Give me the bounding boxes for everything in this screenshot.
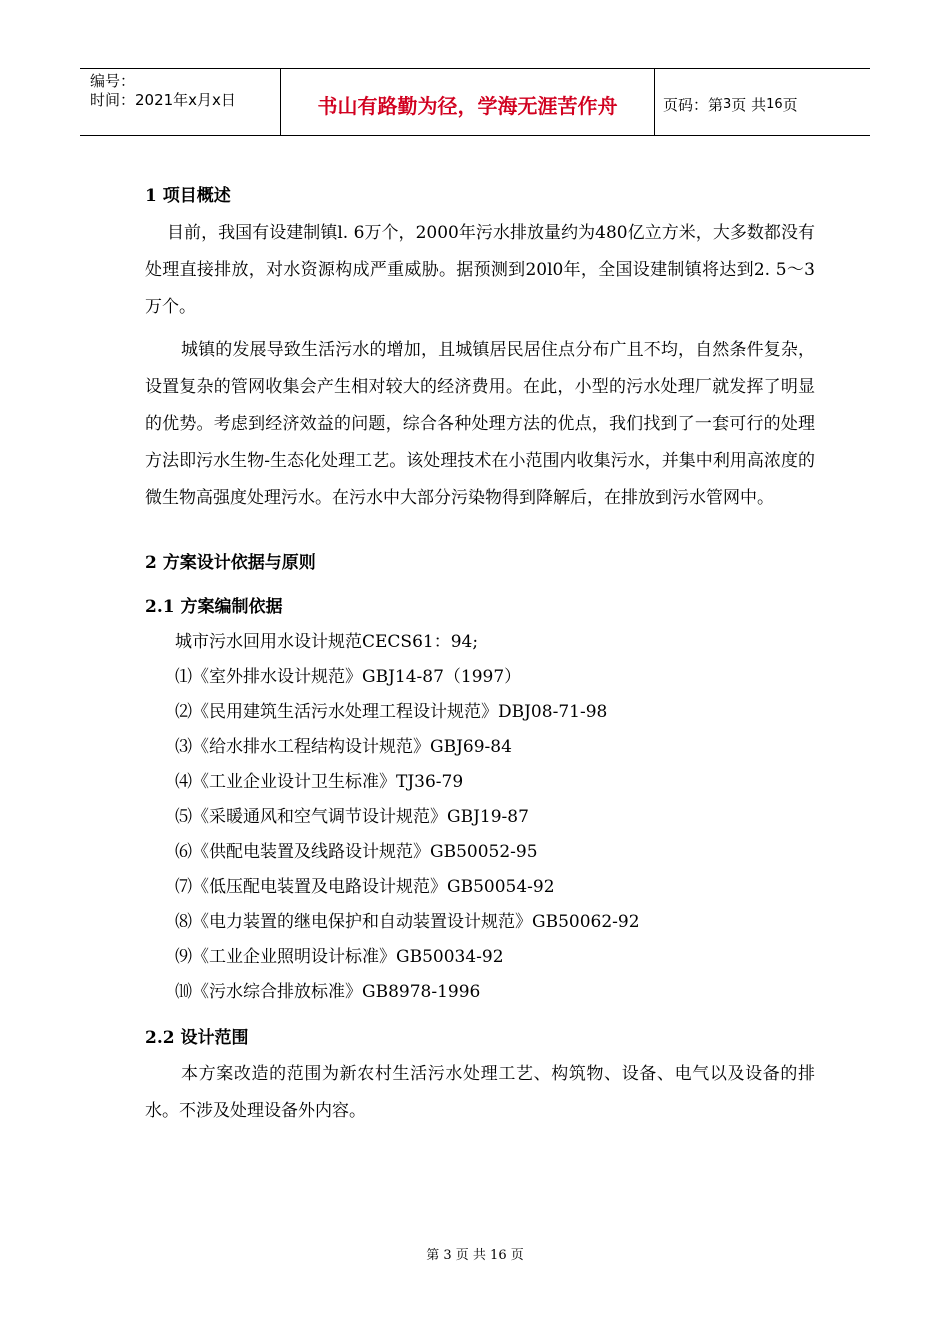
reference-item: ⑵《民用建筑生活污水处理工程设计规范》DBJ08-71-98: [175, 702, 608, 722]
page-current: 3: [723, 96, 732, 112]
section2-1-title: 2.1 方案编制依据: [145, 597, 283, 617]
reference-item: ⑽《污水综合排放标准》GB8978-1996: [175, 982, 481, 1002]
section2-2-paragraph: 本方案改造的范围为新农村生活污水处理工艺、构筑物、设备、电气以及设备的排水。不涉及处理设备外内容。: [145, 1064, 815, 1121]
time-label: 时间：2021年x月x日: [90, 91, 236, 109]
reference-item: ⑷《工业企业设计卫生标准》TJ36-79: [175, 772, 464, 792]
refs-intro: 城市污水回用水设计规范CECS61：94;: [175, 632, 479, 652]
reference-item: ⑸《采暖通风和空气调节设计规范》GBJ19-87: [175, 807, 529, 827]
reference-list: [145, 660, 815, 1010]
header-motto: 书山有路勤为径，学海无涯苦作舟: [281, 69, 655, 135]
page-info-middle: 页 共: [731, 95, 767, 114]
section1-paragraph2: 城镇的发展导致生活污水的增加，且城镇居民居住点分布广且不均，自然条件复杂，设置复杂的管网收集会产生相对较大的经济费用。在此，小型的污水处理厂就发挥了明显的优势。考虑到经济效益的问题，综合各种处理方法的优点，我们找到了一套可行的处理方法即污水生物-生态化处理工艺。该处理技术在小范围内收集污水，并集中利用高浓度的微生物高强度处理污水。在污水中大部分污染物得到降解后，在排放到污水管网中。: [145, 340, 815, 508]
page-info-suffix: 页: [782, 95, 798, 114]
header-table: [80, 68, 870, 136]
reference-item: ⑻《电力装置的继电保护和自动装置设计规范》GB50062-92: [175, 912, 640, 932]
section2-title: 2 方案设计依据与原则: [145, 553, 316, 573]
page-footer: 第 3 页 共 16 页: [426, 1248, 524, 1263]
reference-item: ⑼《工业企业照明设计标准》GB50034-92: [175, 947, 504, 967]
page-total: 16: [766, 96, 783, 112]
reference-item: ⑺《低压配电装置及电路设计规范》GB50054-92: [175, 877, 555, 897]
reference-item: ⑶《给水排水工程结构设计规范》GBJ69-84: [175, 737, 512, 757]
section1-title: 1 项目概述: [145, 186, 231, 206]
number-label: 编号：: [90, 72, 136, 90]
section2-2-title: 2.2 设计范围: [145, 1028, 249, 1048]
header-meta: [80, 69, 281, 135]
reference-item: ⑹《供配电装置及线路设计规范》GB50052-95: [175, 842, 538, 862]
page-info-prefix: 页码：第: [663, 95, 724, 114]
document-body: [145, 180, 815, 1130]
header-page-info: [655, 69, 870, 135]
reference-item: ⑴《室外排水设计规范》GBJ14-87（1997）: [175, 667, 522, 687]
section1-paragraph1: 目前，我国有设建制镇l. 6万个，2000年污水排放量约为480亿立方米，大多数都没有处理直接排放，对水资源构成严重威胁。据预测到20l0年，全国设建制镇将达到2. 5～3万个。: [145, 223, 815, 317]
